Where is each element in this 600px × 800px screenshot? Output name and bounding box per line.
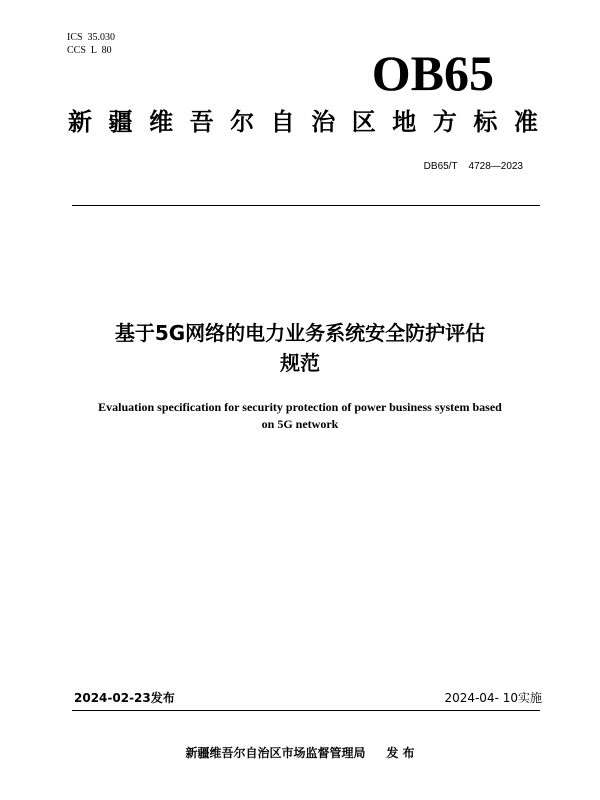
authority-char: 新: [68, 108, 92, 136]
issuing-authority: 新疆维吾尔自治区市场监督管理局 发 布: [185, 746, 415, 760]
standard-logo: OB65: [371, 45, 494, 101]
standard-authority-title: [68, 107, 538, 137]
chinese-title-line-2: 规范: [280, 351, 320, 375]
english-title: [50, 399, 550, 433]
classification-codes: [67, 31, 115, 57]
chinese-title: [40, 318, 560, 378]
authority-char: 疆: [108, 108, 133, 136]
authority-char: 准: [513, 108, 538, 136]
english-title-line-2: on 5G network: [261, 417, 339, 431]
chinese-title-line-1: 基于5G网络的电力业务系统安全防护评估: [114, 321, 486, 345]
english-title-line-1: Evaluation specification for security protection of power business system based: [98, 400, 502, 414]
authority-char: 标: [473, 108, 498, 136]
authority-char: 方: [432, 108, 457, 136]
ccs-code: CCS L 80: [67, 45, 112, 56]
authority-char: 地: [392, 108, 417, 136]
authority-char: 维: [149, 108, 174, 136]
implementation-date: 2024-04- 10实施: [444, 691, 542, 705]
authority-char: 治: [311, 108, 336, 136]
authority-char: 尔: [230, 108, 255, 136]
top-divider: [72, 205, 540, 206]
authority-char: 自: [270, 108, 295, 136]
issue-date: 2024-02-23发布: [74, 691, 175, 705]
authority-char: 区: [351, 108, 376, 136]
bottom-divider: [72, 710, 540, 711]
authority-char: 吾: [189, 108, 214, 136]
standard-number: DB65/T 4728—2023: [423, 161, 523, 172]
ics-code: ICS 35.030: [67, 32, 116, 43]
